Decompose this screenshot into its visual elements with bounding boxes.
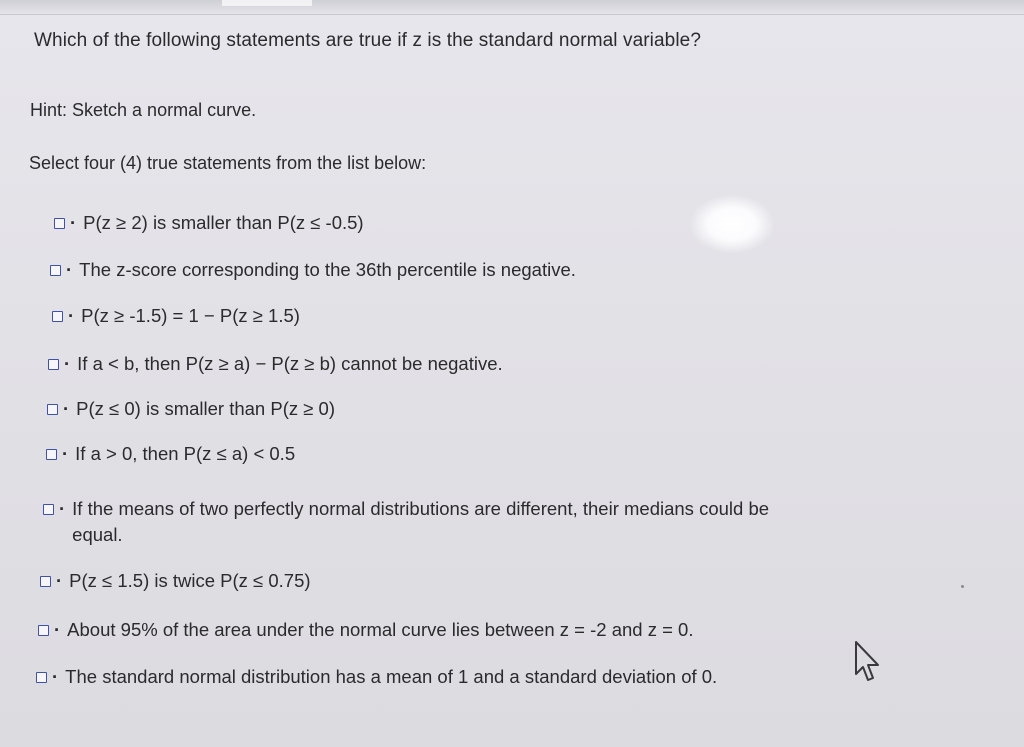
mouse-pointer-icon <box>848 640 882 692</box>
bullet-icon: · <box>59 498 66 519</box>
bullet-icon: · <box>63 398 70 419</box>
option-9[interactable] <box>38 619 693 641</box>
bullet-icon: · <box>70 212 77 233</box>
option-4-label: If a < b, then P(z ≥ a) − P(z ≥ b) cannot be negative. <box>77 353 503 374</box>
top-tab-highlight <box>222 0 312 6</box>
option-9-label: About 95% of the area under the normal curve lies between z = -2 and z = 0. <box>67 619 694 640</box>
hint-text: Hint: Sketch a normal curve. <box>30 100 257 120</box>
question-text: Which of the following statements are true if z is the standard normal variable? <box>34 30 701 51</box>
option-5[interactable] <box>47 398 335 420</box>
checkbox-icon[interactable] <box>40 576 51 587</box>
bullet-icon: · <box>66 259 73 280</box>
bullet-icon: · <box>62 443 69 464</box>
screen-speck <box>961 585 964 588</box>
option-1-label: P(z ≥ 2) is smaller than P(z ≤ -0.5) <box>83 212 364 233</box>
option-4[interactable] <box>48 353 503 375</box>
bullet-icon: · <box>64 353 71 374</box>
option-10-label: The standard normal distribution has a mean of 1 and a standard deviation of 0. <box>65 666 718 687</box>
option-2-label: The z-score corresponding to the 36th percentile is negative. <box>79 259 576 280</box>
checkbox-icon[interactable] <box>47 404 58 415</box>
option-8[interactable] <box>40 570 311 592</box>
option-3[interactable] <box>52 305 300 327</box>
option-3-label: P(z ≥ -1.5) = 1 − P(z ≥ 1.5) <box>81 305 300 326</box>
checkbox-icon[interactable] <box>38 625 49 636</box>
option-6[interactable] <box>46 443 295 465</box>
checkbox-icon[interactable] <box>46 449 57 460</box>
option-10[interactable] <box>36 664 826 690</box>
option-6-label: If a > 0, then P(z ≤ a) < 0.5 <box>75 443 296 464</box>
checkbox-icon[interactable] <box>50 265 61 276</box>
screen-glare <box>690 195 774 253</box>
option-1[interactable] <box>54 212 364 234</box>
option-8-label: P(z ≤ 1.5) is twice P(z ≤ 0.75) <box>69 570 311 591</box>
checkbox-icon[interactable] <box>36 672 47 683</box>
instruction-text: Select four (4) true statements from the list below: <box>29 153 427 173</box>
bullet-icon: · <box>68 305 75 326</box>
checkbox-icon[interactable] <box>54 218 65 229</box>
option-7-label: If the means of two perfectly normal distributions are different, their medians could be equal. <box>72 498 770 545</box>
bullet-icon: · <box>54 619 61 640</box>
checkbox-icon[interactable] <box>48 359 59 370</box>
checkbox-icon[interactable] <box>43 504 54 515</box>
option-7[interactable] <box>43 496 813 548</box>
top-rule <box>0 0 1024 15</box>
bullet-icon: · <box>56 570 63 591</box>
option-2[interactable] <box>50 259 576 281</box>
bullet-icon: · <box>52 666 59 687</box>
option-5-label: P(z ≤ 0) is smaller than P(z ≥ 0) <box>76 398 335 419</box>
checkbox-icon[interactable] <box>52 311 63 322</box>
